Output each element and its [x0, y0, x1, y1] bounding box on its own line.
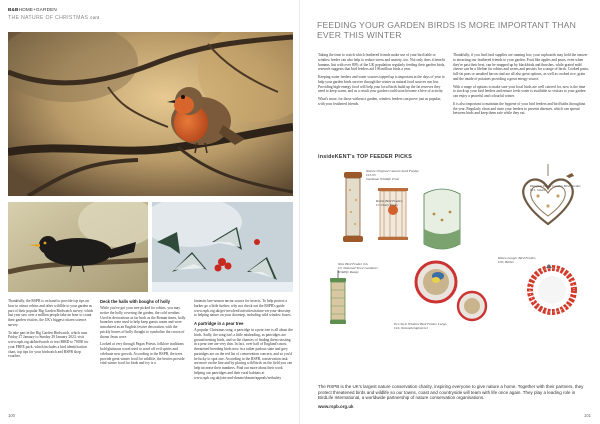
heart-feeder-price: £15	[530, 188, 536, 193]
robin-feeder-retailer: Dotty Pinks	[381, 203, 398, 208]
robin-photo-art	[8, 32, 293, 196]
caption-heart-feeder: Hanging Heart Garden Bird Feeder, £15, Sibles	[530, 184, 581, 193]
page-number-left: 100	[8, 413, 15, 418]
cannon-name: Nature Original Cannon Seed Feeder	[366, 169, 419, 173]
holly-photo	[152, 202, 293, 292]
wreath-feeder-price: £30	[498, 260, 504, 265]
section-subtitle	[8, 15, 99, 21]
right-column-1	[318, 53, 446, 110]
right-column-2	[453, 53, 589, 119]
left-column-2	[100, 299, 188, 369]
right-col1-para3: What's more, for those without a garden, window feeders can prove just as popular, with your feathered friends.	[318, 97, 441, 106]
cannon-retailer: Gardman Wildlife Trust	[366, 177, 400, 182]
article-headline: FEEDING YOUR GARDEN BIRDS IS MORE IMPORTANT THAN EVER THIS WINTER	[317, 20, 577, 40]
window-feeder-price: £16	[394, 326, 400, 331]
left-column-1	[8, 299, 94, 362]
nuts-feeder-price: £3	[338, 266, 342, 271]
left-col3-para: A popular Christmas song, a partridge in a pear tree is all about the birds. Sadly, the song isn't a little misleading, as partridges are ground nesting birds, and so the chances of finding them roosting in a pear tree are very thin. In fact, over half of England's most threatened breeding birds now in a rather parlous state and grey partridges are on the red list of conservation concern, and so you'd be lucky to spot one. According to the RSPB, conservation task are more on the line and by placing wild birds on the field you can help increase their numbers. Find out more about their work helping our partridges and their rural habitats at www.rspb.org.uk/join-and-donate/donate/appeals/redsafety	[194, 328, 293, 380]
robin-feeder	[378, 188, 408, 240]
left-col1-para1: Thankfully, the RSPB is on hand to provide top tips on how to attract robins and other wildlife to your garden as part of their popular Big Garden Birdwatch survey, which last year saw over a million people take an hour to count their garden visitors, the UK's biggest citizen science survey.	[8, 299, 94, 327]
cannon-price: £15.95	[366, 173, 376, 178]
nuts-feeder-retailer: National Trust Gardener Wildlife Range	[338, 266, 378, 275]
right-col2-para1: Thankfully, if you find food supplies are running low, your cupboards may hold the answer to attracting our feathered friends to your garden. Fruit like apples and pears, even when they're past their best, can be snapped up by blackbirds and thrushes, while grated mild cheese can be a lifeline for robins and wrens and persists for a range of birds. Cooked pasta, full-fat peas or unsalted bacon rind are all also great options, as well as cooked rice, grain and the inside of potatoes providing a great energy source.	[453, 53, 589, 81]
rspb-footer-text: The RSPB is the UK's largest nature conservation charity, inspiring everyone to give nature a home. Together with their partners, they protect threatened birds and wildlife so our towns, coast and countryside will team with life once again. They play a leading role in BirdLife International, a worldwide partnership of nature conservation organisations.	[318, 384, 584, 401]
caption-cannon-feeder: Nature Original Cannon Seed Feeder, £15.95 Gardman Wildlife Trust	[366, 169, 420, 182]
robin-photo	[8, 32, 293, 196]
wreath-feeder-name: Kitten Longer Bird Feeder	[498, 256, 535, 260]
left-column-3	[194, 299, 293, 383]
caption-window-feeder: Eco Style Window Bird Feeder Large, £16, Notonthehighstreet	[394, 322, 448, 331]
heart-feeder-name: Hanging Heart Garden Bird Feeder	[530, 184, 581, 188]
left-col3-intro: fantastic late-season nectar source for insects. To help protect a barker go a little further, why not check out the RSPB's guide www.rspb.org.uk/get-involved/activities/nature-on-your-doorstep to helping nature on your doorstep, including wild window boxes.	[194, 299, 292, 318]
rspb-footer-link[interactable]: www.rspb.org.uk	[318, 404, 354, 409]
right-col1-para2: Keeping water feeders and water sources topped up is important in the days of year to help your garden birds survive through the winter as natural food sources run low. Providing high-energy food will help your local birds build up the fat reserves they need to keep warm, and as a result your garden could soon become a hive of activity.	[318, 75, 445, 94]
nuts-feeder-name: Nuts Bird Feeder 0.6	[338, 262, 368, 266]
window-feeder	[424, 189, 460, 249]
caption-nuts-feeder: Nuts Bird Feeder 0.6, £3, National Trust Gardener Wildlife Range	[338, 262, 378, 275]
blackbird-photo	[8, 202, 148, 292]
right-col2-para2: With a range of options to make sure your local birds are well catered for, now is the time to stock up your bird feeders and ensure fresh water is available so visitors to your garden can enjoy a peaceful and colourful winter.	[453, 84, 586, 98]
cannon-feeder	[343, 172, 363, 242]
right-col1-para1: Taking the time to watch which feathered friends make use of your bird table or window feeder can also help to reduce stress and anxiety, too. Not only does it benefit humans, but with over 80% of the UK population regularly feeding their garden birds, research suggests that bird feeders aid 196 million birds a year.	[318, 53, 446, 72]
section-brand: B&B	[8, 7, 19, 12]
holly-subheading: Deck the halls with boughs of holly	[100, 299, 171, 304]
left-col1-para2: To take part in the Big Garden Birdwatch, which runs Friday 27 January to Sunday 29 January 2023, visit www.rspb.org.uk/birdwatch or text BIRD to 70030 for your FREE pack, which includes a bird identification chart, top tips for your birdwatch and RSPB shop voucher.	[8, 330, 89, 359]
feeder-title-brand: insideKENT's	[318, 154, 355, 160]
caption-wreath-feeder: Kitten Longer Bird Feeder, £30, Bibles	[498, 256, 536, 265]
caption-robin-feeder: Robin Bird Feeder, £7, Dotty Pinks	[376, 199, 403, 208]
round-feeders	[416, 262, 486, 320]
robin-feeder-name: Robin Bird Feeder	[376, 199, 402, 203]
right-col2-para3: It is also important to maintain the hygiene of your bird feeders and bird baths throughout the year. Regularly clean and rinse your feeders to prevent diseases, which can spread between birds and keep them safe while they eat.	[453, 101, 586, 116]
holly-photo-art	[152, 202, 293, 292]
page-number-right: 101	[584, 413, 591, 418]
wreath-feeder	[530, 264, 574, 312]
blackbird-photo-art	[8, 202, 148, 292]
window-feeder-name: Eco Style Window Bird Feeder Large	[394, 322, 447, 326]
subtitle-text: THE NATURE OF CHRISTMAS	[8, 15, 89, 21]
robin-feeder-price: £7	[376, 203, 380, 208]
heart-feeder	[523, 164, 574, 224]
section-name: HOME+GARDEN	[18, 7, 57, 12]
partridge-subheading: A partridge in a pear tree	[194, 321, 244, 326]
section-tag	[8, 7, 57, 12]
left-col2-para1: While you've got your tree picked for robins, you may notice the holly covering the garden, the cold weather. Used in decorations as far back as the Roman times, holly branches were used to help keep guests warm and were introduced as an English festive decoration, with the prickly leaves of holly thought to symbolise the crown of thorns Jesus wore.	[100, 306, 186, 339]
feeder-title-rest: TOP FEEDER PICKS	[356, 154, 413, 160]
nuts-feeder	[330, 270, 346, 324]
wreath-feeder-retailer: Bibles	[505, 260, 514, 265]
heart-feeder-retailer: Sibles	[537, 188, 546, 193]
cont-label: cont	[90, 15, 100, 20]
left-col2-para2: Looked at very through Pagan Priests, folklore traditions hold glutinous wood used to ward off evil spirits and celebrate new growth. According to the RSPB, the trees provide great winter food for wildlife, the berries provide vital winter food for birds and ivy is a	[100, 342, 185, 366]
window-feeder-retailer: Notonthehighstreet	[401, 326, 428, 331]
